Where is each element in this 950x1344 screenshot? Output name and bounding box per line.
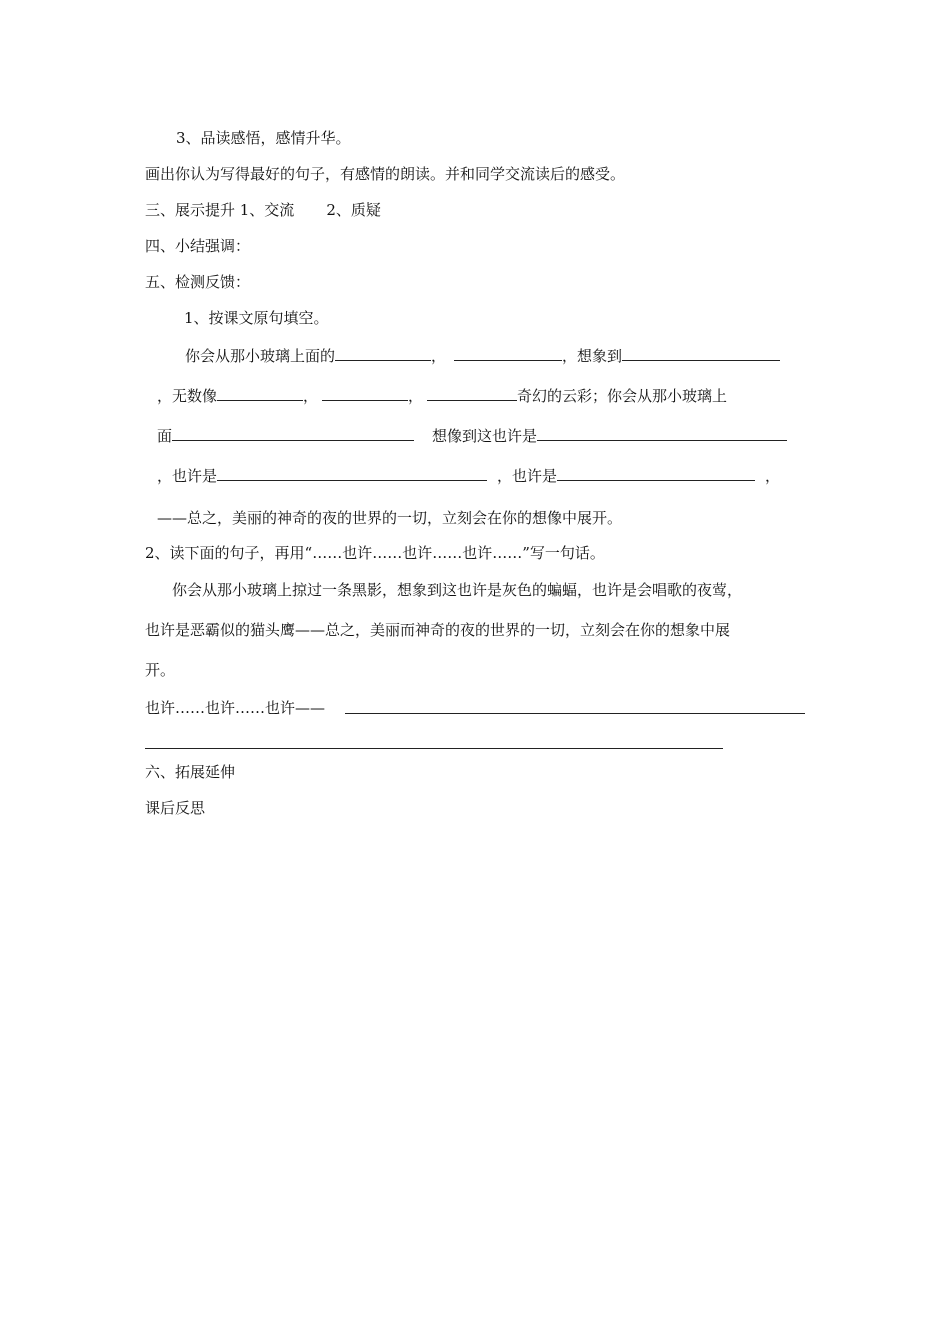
fill-in-line (157, 466, 780, 486)
section-heading: 3、品读感悟，感情升华。 (176, 129, 351, 147)
blank-field[interactable] (335, 346, 431, 361)
heading-text: 2、质疑 (326, 201, 381, 219)
section-heading: 课后反思 (145, 799, 206, 817)
heading-text: 三、展示提升 1、交流 (145, 201, 295, 219)
exercise-heading: 1、按课文原句填空。 (184, 309, 329, 327)
instruction-text: 画出你认为写得最好的句子，有感情的朗读。并和同学交流读后的感受。 (145, 165, 626, 183)
section-heading: 五、检测反馈： (145, 273, 251, 291)
text-fragment: 你会从那小玻璃上面的 (185, 347, 336, 365)
passage-text: 开。 (145, 661, 176, 679)
blank-field[interactable] (427, 386, 517, 401)
blank-field[interactable] (217, 466, 487, 481)
text-fragment: ， (765, 467, 781, 485)
blank-field[interactable] (537, 426, 787, 441)
writing-prompt: 也许……也许……也许—— (145, 699, 326, 717)
text-fragment: ，也许是 (157, 467, 218, 485)
text-fragment: ， (431, 347, 447, 365)
passage-text: 也许是恶霸似的猫头鹰——总之，美丽而神奇的夜的世界的一切，立刻会在你的想象中展 (145, 621, 731, 639)
text-fragment: ， (408, 387, 424, 405)
passage-text: 你会从那小玻璃上掠过一条黑影，想象到这也许是灰色的蝙蝠，也许是会唱歌的夜莺， (172, 581, 743, 599)
blank-field[interactable] (322, 386, 408, 401)
fill-in-line (157, 426, 787, 446)
blank-field[interactable] (172, 426, 414, 441)
text-fragment: ， (303, 387, 319, 405)
section-heading: 四、小结强调： (145, 237, 251, 255)
text-fragment: ，想象到 (562, 347, 623, 365)
text-fragment: 面 (157, 427, 173, 445)
text-fragment: 奇幻的云彩；你会从那小玻璃上 (517, 387, 728, 405)
blank-field[interactable] (217, 386, 303, 401)
answer-line[interactable] (145, 748, 723, 749)
passage-text: ——总之，美丽的神奇的夜的世界的一切，立刻会在你的想像中展开。 (157, 509, 623, 527)
exercise-heading: 2、读下面的句子，再用“……也许……也许……也许……”写一句话。 (145, 544, 605, 562)
blank-field[interactable] (454, 346, 562, 361)
blank-field[interactable] (557, 466, 755, 481)
text-fragment: ，无数像 (157, 387, 218, 405)
section-heading: 六、拓展延伸 (145, 763, 236, 781)
blank-field[interactable] (622, 346, 780, 361)
fill-in-line (157, 386, 727, 406)
text-fragment: ，也许是 (497, 467, 558, 485)
section-heading (145, 200, 381, 220)
fill-in-line (185, 346, 780, 366)
text-fragment: 想像到这也许是 (432, 427, 538, 445)
answer-line[interactable] (345, 713, 805, 714)
